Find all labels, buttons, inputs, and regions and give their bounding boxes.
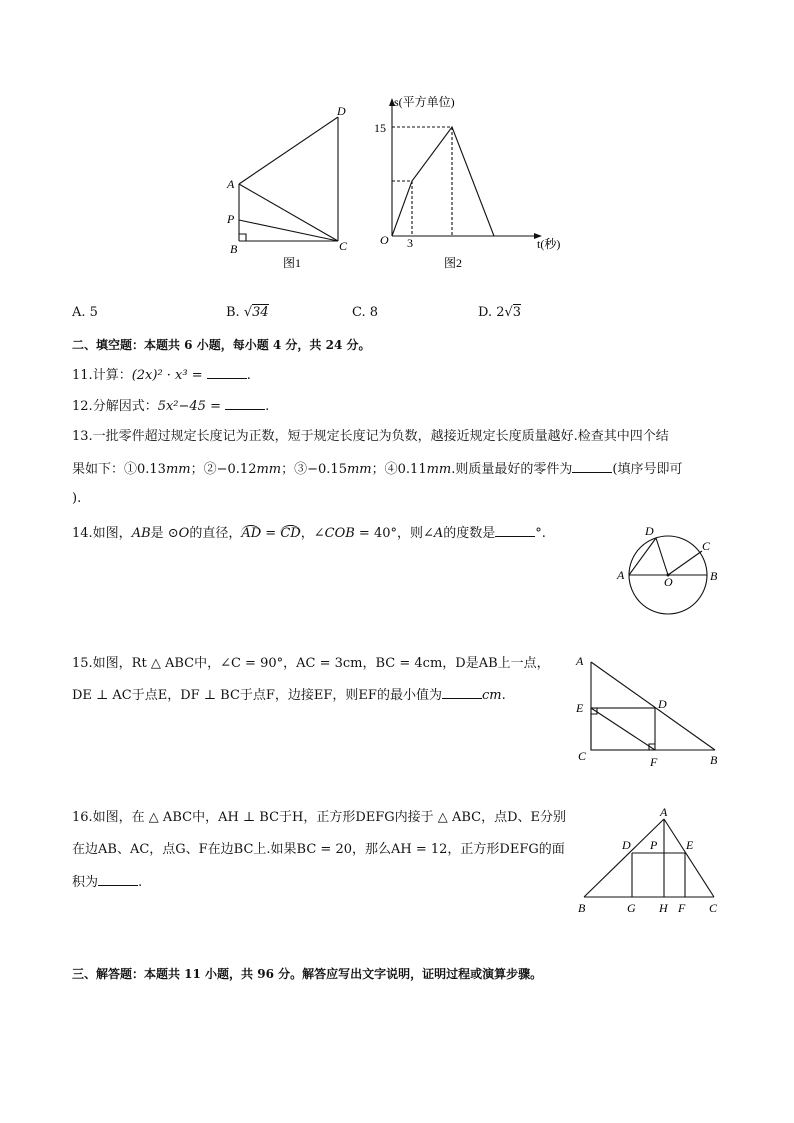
q16-label-p: P (650, 838, 658, 852)
sqrt-sign: √ (504, 305, 513, 320)
q15-label-d: D (658, 697, 667, 711)
q11-text: 计算： (92, 368, 132, 383)
q14-angle: ，∠ (300, 526, 325, 541)
q11-answer-blank[interactable] (207, 366, 247, 379)
q14-label-b: B (710, 569, 718, 583)
q11-number: 11. (72, 368, 93, 383)
q15-label-b: B (710, 753, 718, 767)
fig2-origin: O (380, 233, 389, 247)
q16-label-c: C (709, 901, 718, 915)
q15-triangle-figure (570, 650, 730, 772)
choice-d-prefix: D. 2 (478, 305, 505, 320)
q16-label-b: B (578, 901, 586, 915)
unit-mm: mm (165, 462, 191, 477)
point-label-p: P (227, 212, 235, 226)
q16-label-g: G (627, 901, 636, 915)
q15-end: . (501, 688, 506, 703)
q16-text: 积为 (72, 875, 99, 890)
q13-item-4: ④0.11 (384, 462, 427, 477)
q13-item-1: 果如下：①0.13 (72, 462, 166, 477)
unit-mm: mm (426, 462, 452, 477)
figure-2-caption: 图2 (444, 256, 463, 270)
q14-answer-blank[interactable] (495, 524, 535, 537)
q14-label-a: A (617, 568, 625, 582)
q16-line-3 (72, 873, 142, 892)
unit-mm: mm (346, 462, 372, 477)
q12-text: 分解因式： (92, 399, 158, 414)
choice-d-radicand: 3 (512, 305, 522, 320)
q16-label-e: E (686, 838, 694, 852)
q14-a: A (433, 526, 444, 541)
q12-number: 12. (72, 399, 93, 414)
q16-label-f: F (678, 901, 686, 915)
q14-arc-cd: CD (280, 526, 301, 541)
q13-item-3: ③−0.15 (294, 462, 347, 477)
q13-question: .则质量最好的零件为 (451, 462, 573, 477)
q14-circle: 是 ⊙ (150, 526, 179, 541)
q15-unit: cm (481, 688, 502, 703)
q16-label-h: H (659, 901, 668, 915)
q16-label-d: D (622, 838, 631, 852)
q15-answer-blank[interactable] (442, 686, 482, 699)
q11-expression: (2x)² · x³ = (131, 368, 203, 383)
equals: = (261, 526, 281, 541)
separator: ； (371, 462, 385, 477)
figure-2 (372, 92, 572, 275)
figure-1 (222, 100, 362, 275)
q16-end: . (138, 875, 143, 890)
choice-b-prefix: B. (226, 305, 244, 320)
q13-answer-blank[interactable] (572, 460, 612, 473)
choice-b-radicand: 34 (252, 305, 269, 320)
q14-question: 的度数是 (443, 526, 496, 541)
q14-degree: °. (535, 526, 546, 541)
q16-line-1: 16.如图，在 △ ABC中，AH ⊥ BC于H，正方形DEFG内接于 △ ABC，点D、E分别 (72, 810, 566, 825)
section-2-title: 二、填空题：本题共 6 小题，每小题 4 分，共 24 分。 (72, 338, 371, 352)
fig2-x-axis-label: t(秒) (537, 237, 561, 251)
question-14 (72, 524, 546, 543)
q12-answer-blank[interactable] (225, 397, 265, 410)
point-label-b: B (230, 242, 238, 256)
q13-item-2: ②−0.12 (203, 462, 257, 477)
q14-label-o: O (664, 575, 673, 589)
q14-cob: COB (324, 526, 355, 541)
fig2-y-axis-label: s(平方单位) (394, 95, 455, 109)
separator: ； (190, 462, 204, 477)
q15-label-f: F (650, 755, 658, 769)
q13-line-3: ). (72, 491, 82, 506)
q14-label-d: D (645, 524, 654, 538)
unit-mm: mm (256, 462, 282, 477)
q15-label-a: A (576, 654, 584, 668)
fig2-y-tick: 15 (374, 121, 386, 135)
q14-diameter: 的直径， (189, 526, 242, 541)
question-11: 11.计算：(2x)² · x³ = . (72, 368, 251, 383)
q13-hint: (填序号即可 (612, 462, 683, 477)
choice-c: C. 8 (352, 305, 379, 320)
point-label-d: D (337, 104, 346, 118)
sqrt-sign: √ (243, 305, 253, 320)
q14-number: 14.如图， (72, 526, 132, 541)
choice-b (226, 304, 269, 322)
q13-line-1: 13.一批零件超过规定长度记为正数，短于规定长度记为负数，越接近规定长度质量越好.检查其中四个结 (72, 429, 669, 444)
q14-arc-ad: AD (241, 526, 262, 541)
separator: ； (281, 462, 295, 477)
q14-o: O (178, 526, 190, 541)
q15-line-1: 15.如图，Rt △ ABC中，∠C = 90°，AC = 3cm，BC = 4cm，D是AB上一点， (72, 656, 550, 671)
q16-line-2: 在边AB、AC，点G、F在边BC上.如果BC = 20，那么AH = 12，正方形DEFG的面 (72, 842, 565, 857)
q16-answer-blank[interactable] (98, 873, 138, 886)
q15-label-e: E (576, 701, 584, 715)
figure-1-caption: 图1 (283, 256, 302, 270)
q16-label-a: A (660, 805, 668, 819)
point-label-c: C (339, 239, 348, 253)
point-label-a: A (227, 177, 235, 191)
q12-expression: 5x²−45 = (157, 399, 221, 414)
choice-d (478, 304, 521, 322)
choice-a: A. 5 (72, 305, 98, 320)
q14-circle-figure (612, 520, 727, 618)
q13-line-2 (72, 460, 682, 479)
q16-triangle-figure (572, 804, 730, 918)
q15-text: DE ⊥ AC于点E，DF ⊥ BC于点F，边接EF，则EF的最小值为 (72, 688, 442, 703)
section-3-title: 三、解答题：本题共 11 小题，共 96 分。解答应写出文字说明，证明过程或演算步骤。 (72, 967, 543, 981)
question-12: 12.分解因式：5x²−45 = . (72, 399, 270, 414)
q14-ab: AB (131, 526, 151, 541)
q15-line-2 (72, 686, 506, 705)
q14-label-c: C (702, 539, 711, 553)
q14-given: = 40°，则∠ (354, 526, 434, 541)
fig2-x-tick: 3 (407, 236, 413, 250)
q15-label-c: C (578, 749, 587, 763)
